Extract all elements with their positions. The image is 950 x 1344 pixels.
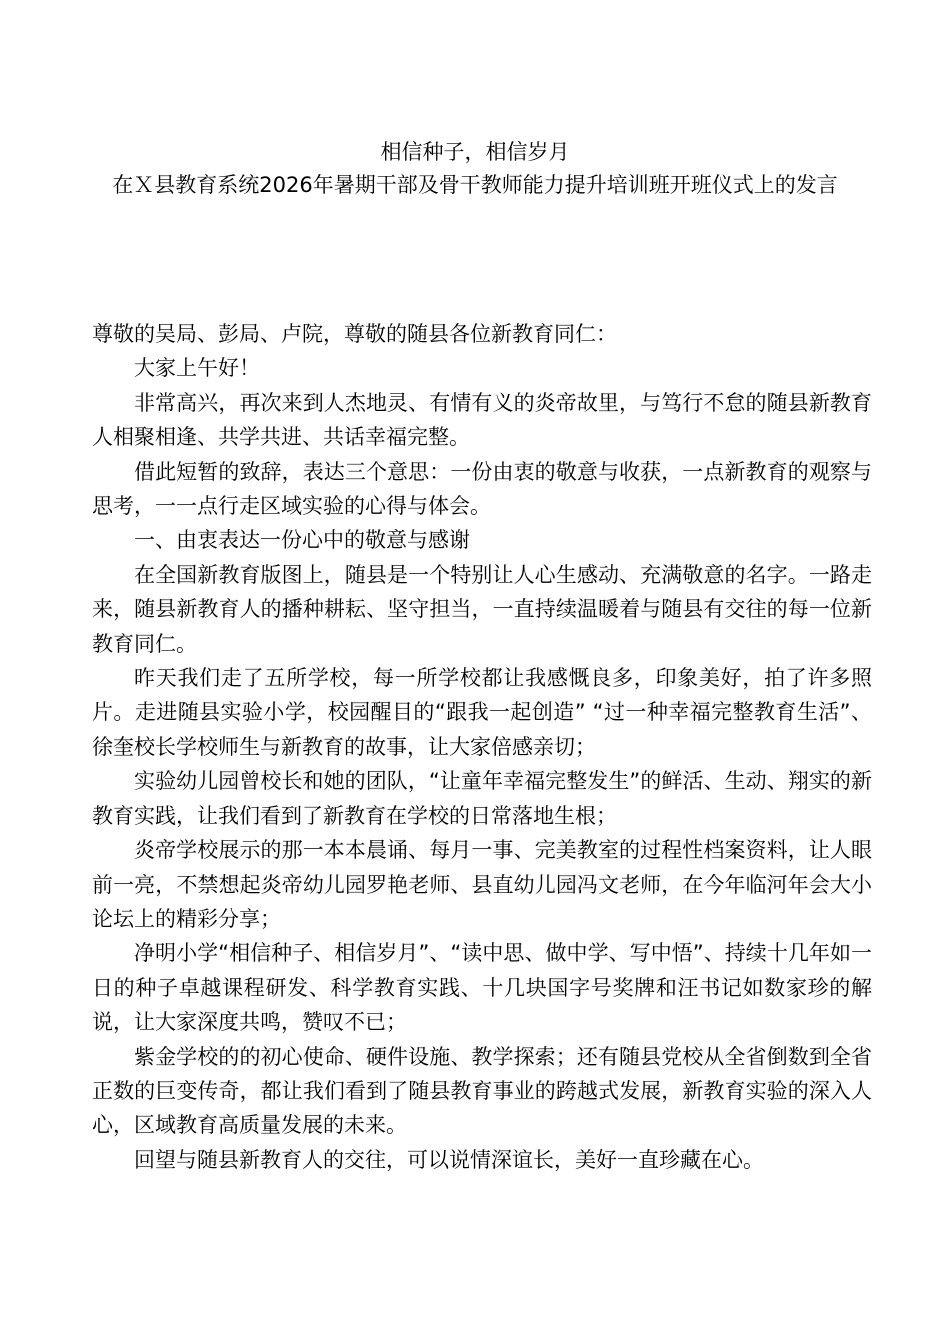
paragraph: 炎帝学校展示的那一本本晨诵、每月一事、完美教室的过程性档案资料，让人眼前一亮，不禁想起炎帝幼儿园罗艳老师、县直幼儿园冯文老师，在今年临河年会大小论坛上的精彩分享；	[92, 838, 872, 931]
paragraph: 回望与随县新教育人的交往，可以说情深谊长，美好一直珍藏在心。	[134, 1147, 764, 1172]
paragraph: 实验幼儿园曾校长和她的团队，“让童年幸福完整发生”的鲜活、生动、翔实的新教育实践，让我们看到了新教育在学校的日常落地生根；	[92, 769, 872, 828]
paragraph: 昨天我们走了五所学校，每一所学校都让我感慨良多，印象美好，拍了许多照片。走进随县实验小学，校园醒目的“跟我一起创造” “过一种幸福完整教育生活”、徐奎校长学校师生与新教育的故事，让大家倍感亲切；	[92, 666, 872, 759]
paragraph: 净明小学“相信种子、相信岁月”、“读中思、做中学、写中悟”、持续十几年如一日的种子卓越课程研发、科学教育实践、十几块国字号奖牌和汪书记如数家珍的解说，让大家深度共鸣，赞叹不已；	[92, 941, 872, 1035]
document-subtitle: 在Ｘ县教育系统2026年暑期干部及骨干教师能力提升培训班开班仪式上的发言	[112, 173, 838, 197]
section-heading: 一、由衷表达一份心中的敬意与感谢	[134, 528, 470, 553]
paragraph: 在全国新教育版图上，随县是一个特别让人心生感动、充满敬意的名字。一路走来，随县新教育人的播种耕耘、坚守担当，一直持续温暖着与随县有交往的每一位新教育同仁。	[92, 562, 872, 656]
salutation: 尊敬的吴局、彭局、卢院，尊敬的随县各位新教育同仁：	[92, 322, 617, 346]
paragraph: 大家上午好！	[134, 356, 260, 381]
paragraph: 紫金学校的的初心使命、硬件设施、教学探索；还有随县党校从全省倒数到全省正数的巨变传奇，都让我们看到了随县教育事业的跨越式发展，新教育实验的深入人心，区域教育高质量发展的未来。	[92, 1044, 872, 1138]
paragraph: 借此短暂的致辞，表达三个意思：一份由衷的敬意与收获，一点新教育的观察与思考，一一点行走区域实验的心得与体会。	[92, 459, 872, 519]
title-block	[80, 136, 870, 202]
document-title: 相信种子，相信岁月	[380, 140, 570, 164]
document-body	[92, 317, 872, 1177]
paragraph: 非常高兴，再次来到人杰地灵、有情有义的炎帝故里，与笃行不怠的随县新教育人相聚相逢、共学共进、共话幸福完整。	[92, 390, 872, 450]
